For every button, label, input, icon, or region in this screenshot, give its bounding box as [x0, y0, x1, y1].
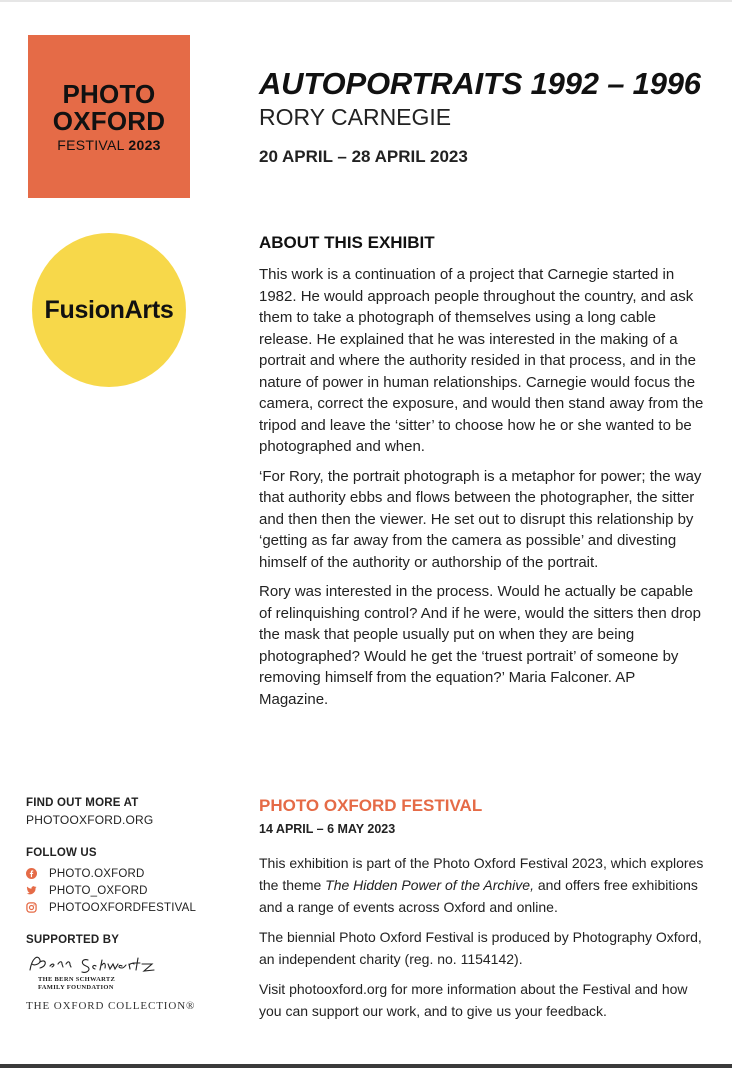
top-rule [0, 0, 732, 2]
instagram-icon [26, 902, 37, 913]
fusion-arts-logo [32, 233, 186, 387]
about-heading: ABOUT THIS EXHIBIT [259, 233, 435, 252]
bottom-rule [0, 1064, 732, 1068]
follow-heading: FOLLOW US [26, 847, 97, 859]
find-out-link[interactable]: PHOTOOXFORD.ORG [26, 813, 154, 827]
social-label: PHOTOOXFORDFESTIVAL [49, 901, 197, 914]
find-out-heading: FIND OUT MORE AT [26, 797, 139, 809]
social-label: PHOTO_OXFORD [49, 884, 148, 897]
twitter-icon [26, 885, 37, 896]
supported-heading: SUPPORTED BY [26, 934, 120, 946]
logo-line-oxford: OXFORD [52, 105, 166, 136]
social-facebook[interactable] [26, 865, 246, 882]
social-twitter[interactable] [26, 882, 246, 899]
about-paragraph: Rory was interested in the process. Would he actually be capable of relinquishing control? And if he were, would the sitters then drop the mask that people usually put on when they are being photographed? Would he get the ‘truest portrait’ of someone by removing himself from the equation?’ Maria Falconer. AP Magazine. [259, 583, 701, 708]
exhibit-dates: 20 APRIL – 28 APRIL 2023 [259, 147, 468, 166]
oxford-collection-logo: THE OXFORD COLLECTION® [26, 1000, 196, 1012]
festival-text: and offers free exhibitions and a range of events across Oxford and online. [259, 877, 698, 915]
logo-festival-word: FESTIVAL [57, 136, 129, 153]
bern-schwartz-logo [26, 952, 166, 991]
fusion-arts-logo-text: FusionArts [44, 295, 174, 324]
festival-theme: The Hidden Power of the Archive, [325, 877, 534, 893]
festival-dates: 14 APRIL – 6 MAY 2023 [259, 822, 396, 836]
left-footer-column [26, 797, 246, 1012]
festival-paragraph [259, 852, 705, 918]
festival-heading: PHOTO OXFORD FESTIVAL [259, 796, 483, 815]
about-paragraph: This work is a continuation of a project that Carnegie started in 1982. He would approach people throughout the country, and ask them to take a photograph of themselves using a long cable release. He explained that he was interested in the making of a portrait and where the authority resided in that process, and in the nature of power in human relationships. Carnegie would focus the camera, correct the exposure, and would then stand away from the tripod and leave the ‘sitter’ to choose how he or she wanted to be photographed and when. [259, 266, 704, 455]
logo-festival-year: 2023 [128, 136, 161, 153]
social-list [26, 865, 246, 916]
logo-line-festival [57, 137, 161, 153]
foundation-line-2: FAMILY FOUNDATION [38, 983, 114, 991]
festival-text: This exhibition is part of the Photo Oxford Festival 2023, which explores the theme [259, 855, 704, 893]
photo-oxford-logo [28, 35, 190, 198]
social-instagram[interactable] [26, 899, 246, 916]
exhibit-title: AUTOPORTRAITS 1992 – 1996 [259, 66, 701, 101]
artist-name: RORY CARNEGIE [259, 104, 452, 130]
festival-body [259, 852, 705, 1030]
logo-line-photo: PHOTO [62, 78, 156, 109]
social-label: PHOTO.OXFORD [49, 867, 145, 880]
festival-paragraph: Visit photooxford.org for more information about the Festival and how you can support our work, and to give us your feedback. [259, 981, 688, 1019]
about-paragraph: ‘For Rory, the portrait photograph is a metaphor for power; the way that authority ebbs and flows between the photographer, the sitter and then then the viewer. He set out to disrupt this relationship by ‘getting as far away from the camera as possible’ and divesting himself of the authority or authorship of the portrait. [259, 467, 702, 571]
festival-paragraph: The biennial Photo Oxford Festival is produced by Photography Oxford, an independent charity (reg. no. 1154142). [259, 929, 702, 967]
signature-icon [26, 952, 158, 976]
about-body [259, 264, 705, 718]
foundation-line-1: THE BERN SCHWARTZ [38, 976, 116, 983]
facebook-icon [26, 868, 37, 879]
